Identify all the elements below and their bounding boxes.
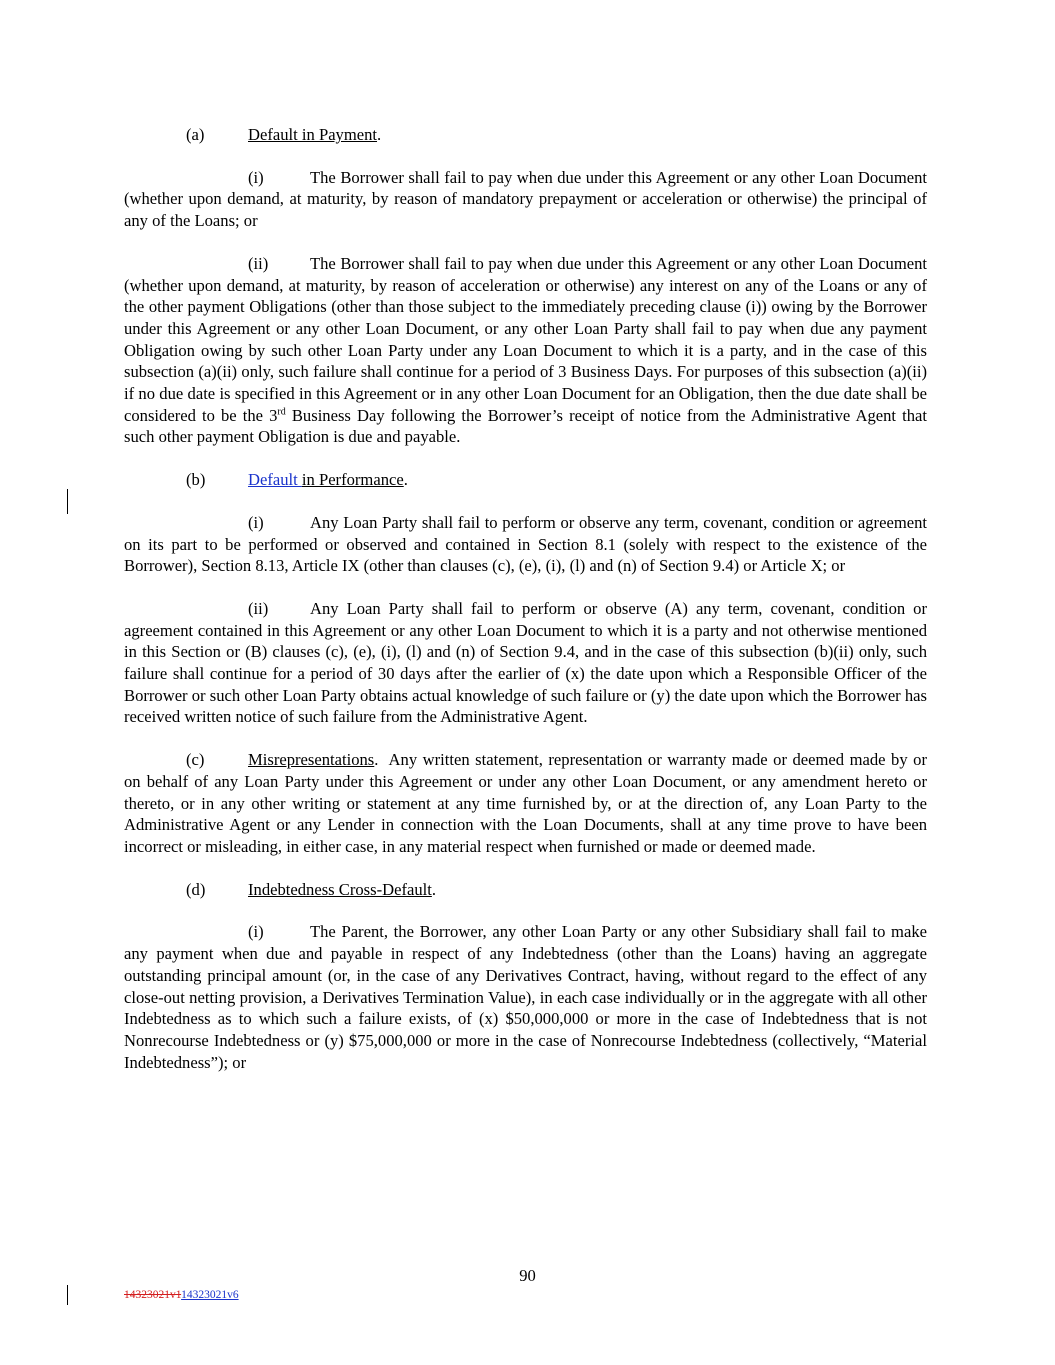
section-a-ii-text-end: Business Day following the Borrower’s receipt of notice from the Administrative Agent that such other payment Obligation is due and payable. bbox=[124, 405, 927, 447]
section-c-paragraph bbox=[124, 749, 932, 858]
section-d-heading bbox=[124, 879, 927, 901]
change-bar bbox=[67, 489, 68, 514]
section-a-i-paragraph bbox=[124, 167, 927, 232]
document-id-deleted: 14323021v1 bbox=[124, 1289, 182, 1301]
page-number: 90 bbox=[519, 1266, 536, 1285]
section-a-number: (a) bbox=[186, 125, 205, 144]
section-b-title-inserted[interactable]: Default bbox=[248, 470, 302, 490]
section-a-title-period: . bbox=[377, 125, 382, 144]
section-a-heading bbox=[124, 124, 927, 146]
section-b-i-number: (i) bbox=[248, 512, 264, 532]
section-a-i-number: (i) bbox=[248, 167, 264, 187]
section-c-title: Misrepresentations bbox=[248, 750, 375, 770]
document-id bbox=[124, 1289, 239, 1301]
section-a-ii-number: (ii) bbox=[248, 253, 269, 273]
section-b-i-text: Any Loan Party shall fail to perform or observe any term, covenant, condition or agreement on its part to be performed or observed and contained in Section 8.1 (solely with respect to the existence of the Borrower), Section 8.13, Article IX (other than clauses (c), (e), (i), (l) and (n) of Section 9.4) or Article X; or bbox=[124, 512, 927, 576]
section-b-heading bbox=[124, 469, 927, 491]
section-b-number: (b) bbox=[186, 470, 206, 490]
ordinal-suffix: rd bbox=[277, 406, 286, 418]
section-b-ii-text: Any Loan Party shall fail to perform or observe (A) any term, covenant, condition or agreement contained in this Agreement or any other Loan Document to which it is a party and not otherwise mentioned in this Section or (B) clauses (c), (e), (i), (l) and (n) of Section 9.4, and in the case of this subsection (b)(ii) only, such failure shall continue for a period of 30 days after the earlier of (x) the date upon which a Responsible Officer of the Borrower or such other Loan Party obtains actual knowledge of such failure or (y) the date upon which the Borrower has received written notice of such failure from the Administrative Agent. bbox=[124, 598, 927, 727]
section-d-title-period: . bbox=[431, 879, 437, 899]
section-a-ii-paragraph bbox=[124, 253, 927, 448]
section-c-text: Any written statement, representation or warranty made or deemed made by or on behalf of any Loan Party under this Agreement or under any other Loan Document, or any amendment hereto or thereto, or in any other writing or statement at any time furnished by, or at the direction of, any Loan Party to the Administrative Agent or any Lender in connection with the Loan Documents, shall at any time prove to have been incorrect or misleading, in either case, in any material respect when furnished or made or deemed made. bbox=[124, 750, 932, 856]
section-a-ii-text: The Borrower shall fail to pay when due under this Agreement or any other Loan Document (whether upon demand, at maturity, by reason of acceleration or otherwise) any interest on any of the Loans or any of the other payment Obligations (other than those subject to the immediately preceding clause (i)) owing by the Borrower under this Agreement or any other Loan Document, or any other Loan Party shall fail to pay when due any payment Obligation owing by such other Loan Party under any Loan Document to which it is a party, and in the case of this subsection (a)(ii) only, such failure shall continue for a period of 3 Business Days. For purposes of this subsection (a)(ii) if no due date is specified in this Agreement or in any other Loan Document for an Obligation, then the due date shall be considered to be the 3 bbox=[124, 253, 927, 425]
section-d-number: (d) bbox=[186, 879, 206, 899]
document-id-inserted[interactable]: 14323021v6 bbox=[181, 1289, 239, 1301]
change-bar bbox=[67, 1285, 68, 1305]
section-d-title: Indebtedness Cross-Default bbox=[248, 879, 432, 899]
document-body bbox=[124, 124, 932, 1094]
section-b-title: in Performance bbox=[301, 470, 404, 490]
section-d-i-paragraph bbox=[124, 921, 927, 1073]
section-d-i-number: (i) bbox=[248, 922, 264, 942]
section-b-ii-paragraph bbox=[124, 598, 927, 728]
section-d-i-text: The Parent, the Borrower, any other Loan Party or any other Subsidiary shall fail to make any payment when due and payable in respect of any Indebtedness (other than the Loans) having an aggregate outstanding principal amount (or, in the case of any Derivatives Contract, having, without regard to the effect of any close-out netting provision, a Derivatives Termination Value), in each case individually or in the aggregate with all other Indebtedness as to which such a failure exists, of (x) $50,000,000 or more in the case of Indebtedness that is not Nonrecourse Indebtedness or (y) $75,000,000 or more in the case of Nonrecourse Indebtedness (collectively, “Material Indebtedness”); or bbox=[124, 922, 927, 1072]
section-a-title: Default in Payment bbox=[248, 125, 378, 144]
section-b-i-paragraph bbox=[124, 512, 927, 577]
section-a-i-text: The Borrower shall fail to pay when due under this Agreement or any other Loan Document (whether upon demand, at maturity, by reason of mandatory prepayment or acceleration or otherwise) the principal of any of the Loans; or bbox=[124, 167, 927, 231]
section-b-ii-number: (ii) bbox=[248, 598, 269, 618]
section-c-title-period: . bbox=[374, 750, 379, 770]
section-c-number: (c) bbox=[186, 750, 205, 770]
section-b-title-period: . bbox=[403, 470, 408, 490]
